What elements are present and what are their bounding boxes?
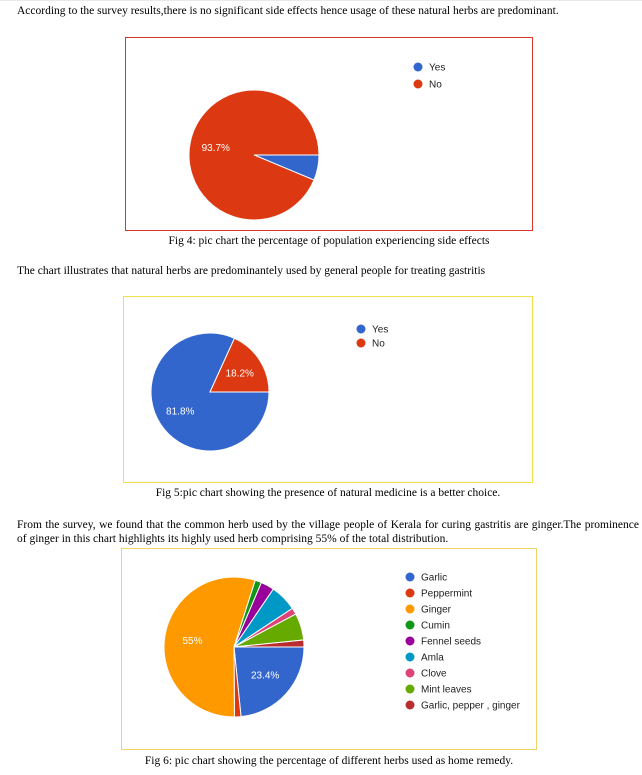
fig6-pie-chart xyxy=(122,549,536,749)
fig5-label-no: 18.2% xyxy=(225,368,254,380)
fig4-legend-swatch-yes xyxy=(414,63,423,72)
top-rule xyxy=(0,0,642,1)
fig6-legend-swatch-peppermint xyxy=(406,589,415,598)
fig6-label-ginger: 55% xyxy=(182,636,203,648)
fig5-legend-yes: Yes xyxy=(372,324,389,336)
fig6-legend-swatch-amla xyxy=(406,653,415,662)
fig6-label-garlic: 23.4% xyxy=(250,670,280,682)
fig6-caption: Fig 6: pic chart showing the percentage of different herbs used as home remedy. xyxy=(144,755,514,767)
fig5-caption: Fig 5:pic chart showing the presence of natural medicine is a better choice. xyxy=(155,487,501,499)
fig6-legend-garlic-pepper-ginger: Garlic, pepper , ginger xyxy=(421,700,520,712)
fig4-pie-chart xyxy=(126,38,532,230)
fig5-label-yes: 81.8% xyxy=(166,406,195,418)
survey-paragraph: From the survey, we found that the common herb used by the village people of Kerala for curing gastritis are ginger.The prominence of ginger in this chart highlights its highly used herb comprising 55% of the total distribution. xyxy=(17,519,639,545)
fig6-legend-peppermint: Peppermint xyxy=(421,588,473,600)
fig6-legend-swatch-ginger xyxy=(406,605,415,614)
fig5-chart-frame xyxy=(123,296,533,483)
fig6-slice-garlic xyxy=(234,647,304,717)
fig6-legend-swatch-garlic-pepper-ginger xyxy=(406,701,415,710)
fig4-legend-yes: Yes xyxy=(429,62,446,74)
fig4-slice-no xyxy=(189,90,319,220)
fig4-legend-no: No xyxy=(429,79,442,91)
fig6-legend-ginger: Ginger xyxy=(421,604,452,616)
fig4-label-no: 93.7% xyxy=(201,142,230,154)
between-paragraph: The chart illustrates that natural herbs are predominantely used by general people for treating gastritis xyxy=(17,265,486,277)
fig5-pie-chart xyxy=(124,297,532,482)
fig5-legend-swatch-yes xyxy=(357,325,366,334)
fig6-legend-cumin: Cumin xyxy=(421,620,450,632)
fig6-legend-clove: Clove xyxy=(421,668,447,680)
fig4-chart-frame xyxy=(125,37,533,231)
fig6-legend-fennel-seeds: Fennel seeds xyxy=(421,636,482,648)
fig6-chart-frame xyxy=(121,548,537,750)
intro-paragraph: According to the survey results,there is no significant side effects hence usage of these natural herbs are predominant. xyxy=(17,5,559,17)
fig5-legend-swatch-no xyxy=(357,339,366,348)
fig6-legend-swatch-clove xyxy=(406,669,415,678)
fig6-legend-mint-leaves: Mint leaves xyxy=(421,684,472,696)
fig6-legend-swatch-fennel-seeds xyxy=(406,637,415,646)
fig6-legend-swatch-garlic xyxy=(406,573,415,582)
fig6-legend-amla: Amla xyxy=(421,652,444,664)
fig5-legend-no: No xyxy=(372,338,385,350)
fig4-caption: Fig 4: pic chart the percentage of population experiencing side effects xyxy=(168,235,490,247)
fig6-legend-swatch-cumin xyxy=(406,621,415,630)
fig4-legend-swatch-no xyxy=(414,80,423,89)
fig6-legend-swatch-mint-leaves xyxy=(406,685,415,694)
fig6-legend-garlic: Garlic xyxy=(421,572,448,584)
